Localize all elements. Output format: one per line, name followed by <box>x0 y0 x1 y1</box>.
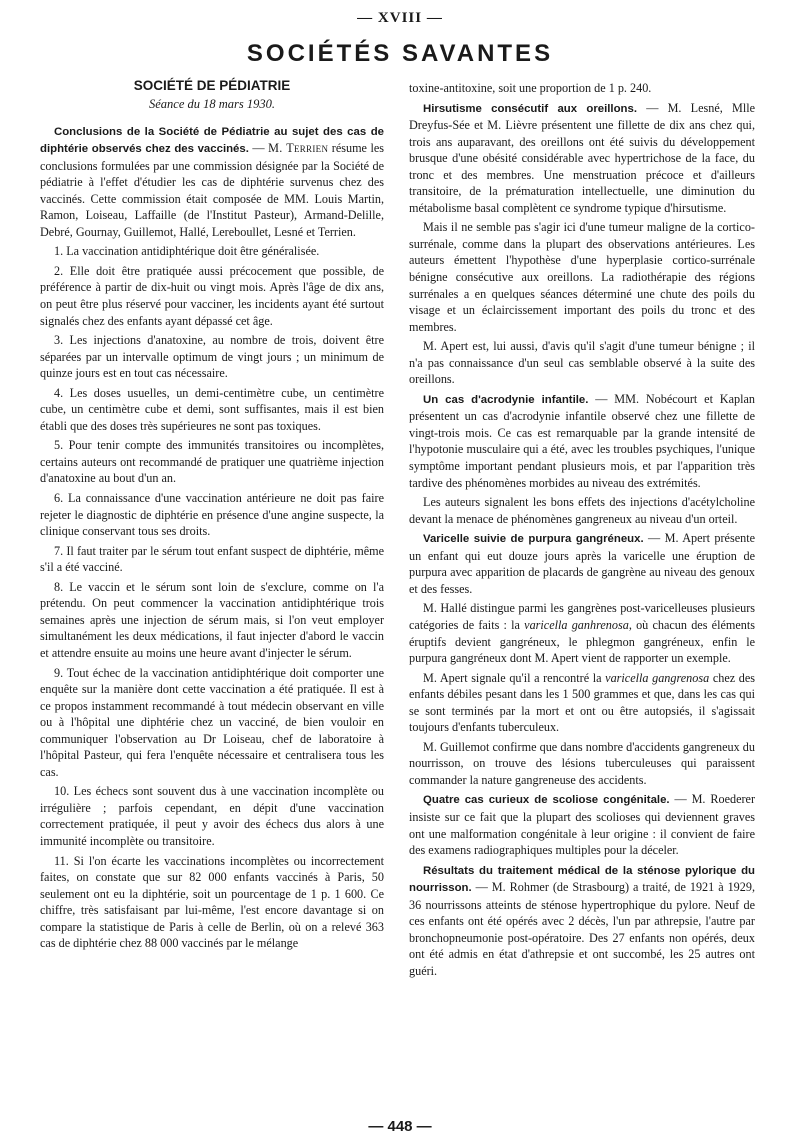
page-number: — 448 — <box>368 1118 432 1135</box>
conclusion-item: 3. Les injections d'anatoxine, au nombre de trois, doivent être séparées par un intervalle optimum de vingt jours ; un minimum de quinze jours est en tout cas nécessaire. <box>40 333 384 381</box>
article-body: — M. Roederer insiste sur ce fait que la plupart des scolioses qui deviennent graves ont une malformation congénitale à leur origine : il convient de faire des examens radiographiques multiples pour la déceler. <box>409 792 756 858</box>
paragraph: M. Guillemot confirme que dans nombre d'accidents gangreneux du nourrisson, on trouve des lésions tuberculeuses qui paraissent commander la nature gangreneuse des accidents. <box>409 739 755 787</box>
society-heading: SOCIÉTÉ DE PÉDIATRIE <box>133 78 291 93</box>
text-run: chez des enfants débiles pesant dans les 1 500 grammes et que, dans les cas qui se sont terminés par la mort et ont ou être autopsiés, il s'agissait toujours d'enfants tuberculeux. <box>409 670 756 735</box>
text-run: M. Hallé distingue parmi les gangrènes post-varicelleuses plusieurs catégories de faits : la <box>409 601 755 632</box>
session-date: Séance du 18 mars 1930. <box>148 97 276 111</box>
article-stenose <box>409 862 755 980</box>
paragraph: Les auteurs signalent les bons effets des injections d'acétylcholine devant la menace de phénomènes gangreneux au niveau d'un orteil. <box>409 495 755 526</box>
article-title: Hirsutisme consécutif aux oreillons. <box>423 102 638 115</box>
article-hirsutisme <box>409 100 755 217</box>
article-body: — M. Lesné, Mlle Dreyfus-Sée et M. Lièvre présentent une fillette de dix ans chez qui, trois ans auparavant, des oreillons ont été suivis du développement brusque d'une obésité considérable avec hypertrichose de la face, du tronc et des membres. Une menstruation précoce et d'ailleurs transitoire, de la prématuration intellectuelle, une diminution du métabolisme basal complètent ce syndrome typique d'hirsutisme. <box>409 100 755 215</box>
conclusion-item: 5. Pour tenir compte des immunités transitoires ou incomplètes, certains auteurs ont recommandé de pratiquer une quatrième injection d'anatoxine au bout d'un an. <box>40 438 384 486</box>
left-column <box>40 76 384 955</box>
paragraph <box>409 600 755 666</box>
right-column <box>409 80 755 982</box>
conclusion-item: 8. Le vaccin et le sérum sont loin de s'exclure, comme on l'a prétendu. On peut commencer la vaccination antidiphtérique trois semaines après une injection de sérum mais, si l'on veut employer simultanément les deux médications, il faut injecter d'abord le vaccin et attendre ensuite au moins une heure avant d'injecter le sérum. <box>40 579 384 660</box>
italic-term: varicella gangrenosa <box>605 670 710 685</box>
text-run: M. Apert signale qu'il a rencontré la <box>423 670 602 685</box>
continued-text: toxine-antitoxine, soit une proportion de 1 p. 240. <box>409 81 652 95</box>
conclusion-item: 10. Les échecs sont souvent dus à une vaccination incomplète ou irrégulière ; parfois cependant, en dépit d'une vaccination correctement pratiquée, il peut y avoir des échecs dus alors à une immunité incomplète ou transitoire. <box>40 784 384 848</box>
conclusion-item: 6. La connaissance d'une vaccination antérieure ne doit pas faire rejeter le diagnostic de diphtérie en présence d'une angine suspecte, la clinique conservant tous ses droits. <box>40 491 384 539</box>
article-acrodynie <box>409 391 755 491</box>
article-varicelle <box>409 530 755 597</box>
article-conclusions: Conclusions de la Société de Pédiatrie au sujet des cas de diphtérie observés chez des vaccinés. — M. Terrien résume les conclusions formulées par une commission désignée par la Société de pédiatrie à l'effet d'étudier les cas de diphtérie survenus chez des vaccinés. Cette commission était composée de MM. Louis Martin, Ramon, Loiseau, Laffaille (de l'Institut Pasteur), Armand-Delille, Debré, Gournay, Guillemot, Hallé, Lereboullet, Lesné et Terrien. <box>40 125 385 239</box>
roman-page-number: — XVIII — <box>357 10 443 26</box>
paragraph: Mais il ne semble pas s'agir ici d'une tumeur maligne de la cortico-surrénale, comme dans la plupart des observations antérieures. Les auteurs émettent l'hypothèse d'une hyperplasie cortico-surrénale bénigne consécutive aux oreillons. La radiothérapie des régions surrénales a en quelques séances déterminé une chute des poils du visage et un éclaircissement important des poils du tronc et des membres. <box>409 220 755 334</box>
paragraph: M. Apert est, lui aussi, d'avis qu'il s'agit d'une tumeur bénigne ; il n'a pas connaissance d'un seul cas semblable observé à la suite des oreillons. <box>409 339 755 387</box>
article-body: — M. Rohmer (de Strasbourg) a traité, de 1921 à 1929, 36 nourrissons atteints de sténose hypertrophique du pylore. Neuf de ces enfants ont été opérés avec 2 décès, l'un par athrepsie, l'autre par bronchopneumonie post-opératoire. Des 27 enfants non opérés, deux ont été admis en état d'athrepsie et ont succombé, les 25 autres ont guéri. <box>409 880 756 978</box>
conclusion-item: 2. Elle doit être pratiquée aussi précocement que possible, de préférence à partir de dix-huit ou vingt mois. Après l'âge de dix ans, on peut être plus réservé pour vacciner, les incidents ayant été surtout signalés chez des enfants ayant dépassé cet âge. <box>40 263 384 328</box>
italic-term: varicella ganhrenosa <box>524 617 629 632</box>
conclusion-item: 1. La vaccination antidiphtérique doit être généralisée. <box>54 244 320 259</box>
author-name: M. Terrien <box>268 141 329 156</box>
article-body: — MM. Nobécourt et Kaplan présentent un cas d'acrodynie infantile observé chez une fillette de vingt-trois mois. Ce cas est remarquable par la grande intensité de l'hypotonie musculaire qui a été, avec les troubles psychiques, l'unique symptôme important pendant plusieurs mois, et par l'apparition très tardive des phénomènes morbides au niveau des extrémités. <box>409 391 756 490</box>
article-body: — M. Apert présente un enfant qui eut douze jours après la varicelle une éruption de purpura avec apparition de placards de gangrène au niveau des genoux et des fesses. <box>409 531 755 596</box>
article-scoliose <box>409 791 755 858</box>
conclusion-item: 7. Il faut traiter par le sérum tout enfant suspect de diphtérie, même s'il a été vacciné. <box>40 543 384 575</box>
conclusion-item: 9. Tout échec de la vaccination antidiphtérique doit comporter une enquête sur la manière dont cette vaccination a été pratiquée. Il est à ce propos instamment recommandé à tout médecin observant en ville ou à l'hôpital une diphtérie chez un vacciné, de bien vouloir en communiquer l'observation au Dr Loiseau, chef de laboratoire à l'hôpital Pasteur, qui fera l'enquête nécessaire et centralisera tous les cas. <box>40 665 384 779</box>
conclusion-item: 4. Les doses usuelles, un demi-centimètre cube, un centimètre cube, un centimètre cube et demi, sont suffisantes, mais il est bien établi que des doses très supérieures ne sont pas toxiques. <box>40 385 384 433</box>
article-title: Quatre cas curieux de scoliose congénitale. <box>423 794 670 807</box>
article-title: Varicelle suivie de purpura gangréneux. <box>423 533 644 546</box>
paragraph <box>409 670 755 736</box>
article-body: résume les conclusions formulées par une commission désignée par la Société de pédiatrie à l'effet d'étudier les cas de diphtérie survenus chez des vaccinés. Cette commission était composée de MM. Louis Martin, Ramon, Loiseau, Laffaille (de l'Institut Pasteur), Armand-Delille, Debré, Gournay, Guillemot, Hallé, Lereboullet, Lesné et Terrien. <box>40 141 385 239</box>
section-title: SOCIÉTÉS SAVANTES <box>246 40 554 67</box>
article-title: Résultats du traitement médical de la sténose pylorique du nourrisson. <box>409 864 755 895</box>
text-run: , où chacun des éléments éruptifs devient gangréneux, le phlegmon gangréneux, enfin le purpura gangréneux dont M. Apert vient de rapporter un exemple. <box>409 617 755 666</box>
article-title: Conclusions de la Société de Pédiatrie au sujet des cas de diphtérie observés chez des vaccinés. <box>40 125 384 156</box>
conclusion-item: 11. Si l'on écarte les vaccinations incomplètes ou incorrectement faites, on constate que sur 82 000 enfants vaccinés à Paris, 50 seulement ont eu la diphtérie, soit un pourcentage de 1 p. 1 600. Ce chiffre, très satisfaisant par lui-même, l'est encore davantage si on compare la statistique de Paris à celle de Berlin, où on a relevé 363 cas de diphtérie chez 88 000 vaccinés par le mélange <box>40 853 384 951</box>
article-title: Un cas d'acrodynie infantile. <box>423 393 589 406</box>
